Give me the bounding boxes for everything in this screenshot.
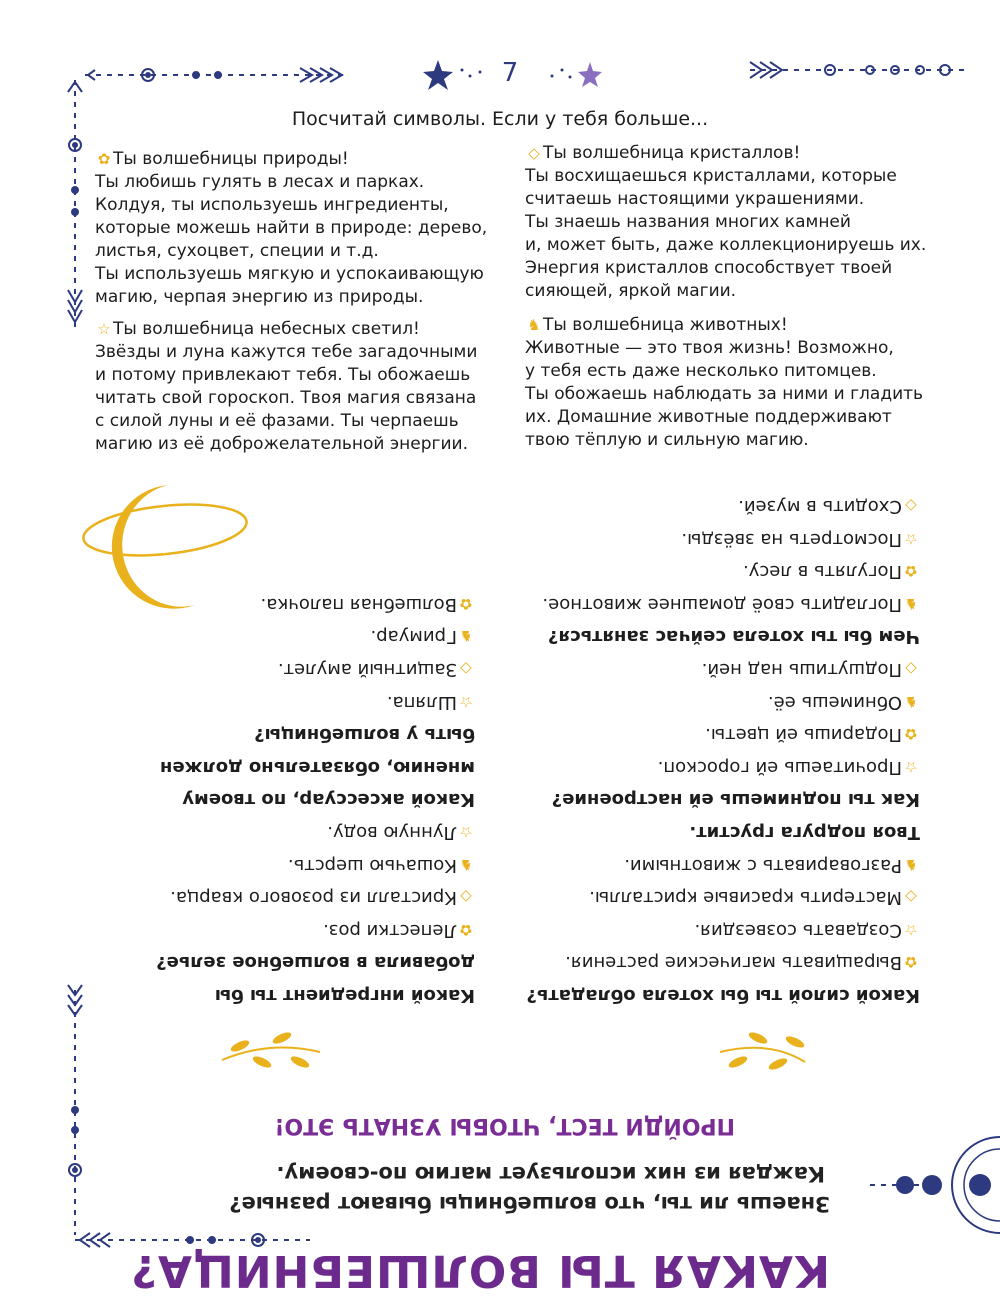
page-number: 7 — [501, 58, 519, 88]
flower-icon: ✿ — [459, 594, 473, 613]
quiz-answer: ☆Шляпа. — [387, 692, 475, 713]
quiz-answer: ♞Кошачью шерсть. — [288, 855, 475, 876]
quiz-answer: ◇Сходить в музей. — [738, 496, 920, 517]
quiz-banner: ПРОЙДИ ТЕСТ, ЧТОБЫ УЗНАТЬ ЭТО! — [274, 1113, 735, 1138]
cat-icon: ♞ — [459, 627, 473, 646]
result-nature: ✿ Ты волшебницы природы! Ты любишь гулять в лесах и парках. Колдуя, ты используешь ингредиенты, которые можешь найти в природе: дерево, листья, сухоцвет, специи и т.д. Ты используешь мягкую и успокаивающую магию, черпая энергию из природы. — [95, 149, 488, 307]
quiz-question: Твоя подруга грустит. — [689, 822, 920, 843]
flower-icon: ✿ — [904, 725, 918, 744]
results-subtitle: Посчитай символы. Если у тебя больше... — [291, 108, 709, 130]
quiz-answer: ☆Прочитаешь ей гороскоп. — [658, 757, 920, 778]
crystal-icon: ◇ — [905, 888, 917, 907]
quiz-answer: ☆Посмотреть на звёзды. — [681, 529, 920, 550]
result-crystals: ◇ Ты волшебница кристаллов! Ты восхищаешься кристаллами, которые считаешь настоящими украшениями. Ты знаешь названия многих камней и, может быть, даже коллекционируешь их. Энергия кристаллов способствует твоей сияющей, яркой магии. — [525, 143, 927, 301]
quiz-intro-line-1: Знаешь ли ты, что волшебницы бывают разные? — [229, 1192, 830, 1216]
quiz-answer: ♞Разговаривать с животными. — [624, 855, 920, 876]
quiz-answer: ◇Мастерить красивые кристаллы. — [589, 887, 920, 908]
quiz-question: Какой ингредиент ты бы — [214, 985, 475, 1006]
flower-icon: ✿ — [904, 562, 918, 581]
quiz-answer: ♞Гримуар. — [370, 626, 475, 647]
flower-icon: ✿ — [904, 953, 918, 972]
quiz-answer: ✿Выращивать магические растения. — [565, 952, 920, 973]
quiz-question: быть у волшебницы? — [254, 724, 475, 746]
cat-icon: ♞ — [904, 594, 918, 613]
crystal-icon: ◇ — [460, 888, 472, 907]
star-icon: ☆ — [904, 529, 918, 548]
quiz-question: Какой силой ты бы хотела обладать? — [526, 985, 920, 1006]
quiz-upside-down — [0, 462, 1000, 1316]
cat-icon: ♞ — [527, 316, 541, 334]
flower-icon: ✿ — [97, 150, 111, 168]
crystal-icon: ◇ — [905, 497, 917, 515]
result-celestial: ☆ Ты волшебница небесных светил! Звёзды и луна кажутся тебе загадочными и потому привлекают тебя. Ты обожаешь читать свой гороскоп. Твоя магия связана с силой луны и её фазами. Ты черпаешь магию из её доброжелательной энергии. — [95, 319, 478, 454]
star-icon: ☆ — [459, 823, 473, 841]
quiz-answer: ◇Кристалл из розового кварца. — [170, 887, 475, 908]
quiz-answer: ✿Лепестки роз. — [323, 920, 475, 941]
result-animals: ♞ Ты волшебница животных! Животные — это твоя жизнь! Возможно, у тебя есть даже несколько питомцев. Ты обожаешь наблюдать за ними и гладить их. Домашние животные поддерживают твою тёплую и сильную магию. — [525, 315, 924, 450]
top-right-arrow-chain — [750, 62, 965, 78]
cat-icon: ♞ — [904, 855, 918, 874]
cat-icon: ♞ — [904, 692, 918, 711]
crystal-icon: ◇ — [460, 660, 472, 678]
crystal-icon: ◇ — [528, 144, 540, 162]
quiz-answer: ☆Лунную воду. — [327, 822, 475, 843]
quiz-answer: ✿Волшебная палочка. — [261, 594, 475, 615]
quiz-question: мнению, обязательно должен — [159, 756, 475, 778]
cat-icon: ♞ — [459, 855, 473, 874]
crystal-icon: ◇ — [905, 660, 917, 678]
quiz-answer: ◇Подшутишь над ней. — [702, 659, 920, 680]
quiz-question: Как ты поднимешь ей настроение? — [551, 789, 920, 811]
quiz-answer: ✿Погулять в лесу. — [743, 561, 920, 582]
star-icon: ☆ — [904, 757, 918, 776]
quiz-intro-line-2: Каждая из них использует магию по-своему. — [276, 1162, 825, 1186]
quiz-answer: ☆Создавать созвездия. — [694, 920, 920, 941]
quiz-answer: ♞Обнимешь её. — [768, 692, 920, 713]
star-icon: ☆ — [97, 320, 111, 338]
quiz-answer: ♞Погладить своё домашнее животное. — [542, 594, 920, 615]
star-icon: ☆ — [904, 920, 918, 939]
top-left-arrow-chain — [85, 68, 345, 82]
quiz-title: КАКАЯ ТЫ ВОЛШЕБНИЦА? — [130, 1245, 830, 1296]
quiz-question: добавила в волшебное зелье? — [156, 952, 475, 974]
quiz-question: Какой аксессуар, по твоему — [182, 789, 475, 811]
quiz-answer: ✿Подаришь ей цветы. — [705, 724, 920, 745]
quiz-answer: ◇Защитный амулет. — [278, 659, 475, 680]
quiz-question: Чем бы ты хотела сейчас заняться? — [547, 626, 920, 648]
flower-icon: ✿ — [459, 920, 473, 939]
star-icon: ☆ — [459, 692, 473, 711]
